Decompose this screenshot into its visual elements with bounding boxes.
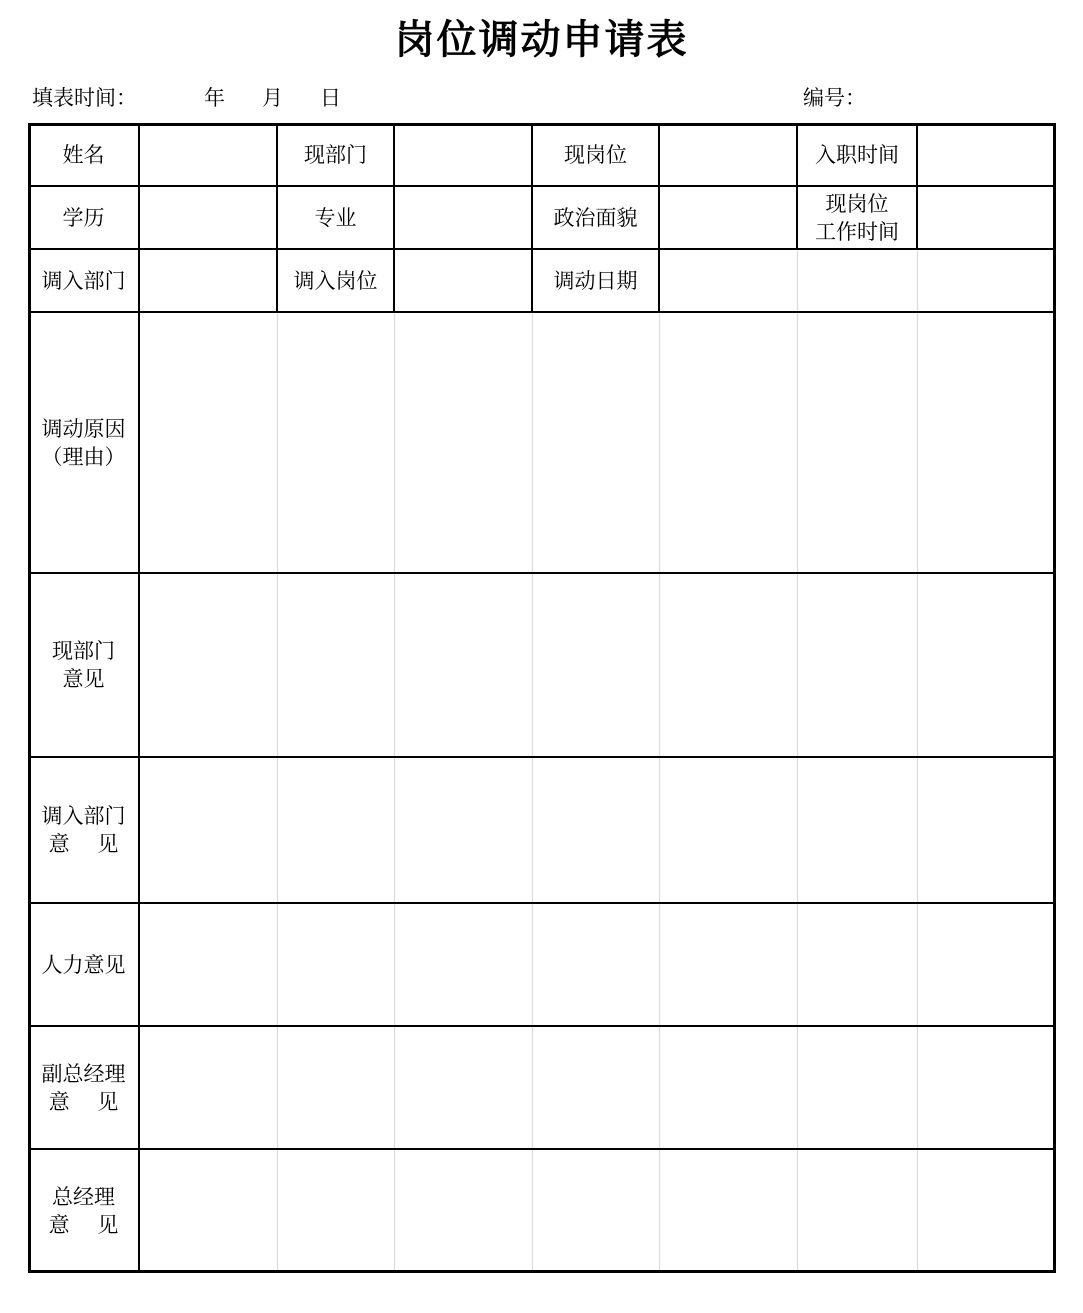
- post-work-time-field[interactable]: [918, 187, 1053, 248]
- month-label: 月: [262, 86, 283, 110]
- hire-date-field[interactable]: [918, 126, 1053, 185]
- political-status-field[interactable]: [660, 187, 796, 248]
- post-work-time-label: 现岗位 工作时间: [815, 191, 899, 244]
- transfer-dept-opinion-label: 调入部门 意 见: [41, 804, 126, 856]
- education-field[interactable]: [140, 187, 276, 248]
- current-dept-label: 现部门: [304, 142, 367, 167]
- number-label: 编号：: [803, 86, 866, 110]
- current-post-label: 现岗位: [564, 142, 627, 167]
- transfer-reason-field[interactable]: [140, 313, 1053, 572]
- name-label: 姓名: [62, 142, 105, 167]
- gm-opinion-field[interactable]: [140, 1150, 1053, 1270]
- transfer-reason-label: 调动原因 （理由）: [41, 416, 126, 469]
- major-label: 专业: [314, 205, 357, 230]
- education-label: 学历: [62, 205, 105, 230]
- vice-gm-opinion-field[interactable]: [140, 1027, 1053, 1148]
- vice-gm-opinion-label: 副总经理 意 见: [41, 1061, 126, 1114]
- transfer-post-field[interactable]: [395, 250, 531, 311]
- fill-time-label: 填表时间：: [32, 86, 137, 110]
- current-dept-field[interactable]: [395, 126, 531, 185]
- major-field[interactable]: [395, 187, 531, 248]
- transfer-dept-opinion-field[interactable]: [140, 758, 1053, 902]
- form-title: 岗位调动申请表: [394, 17, 689, 63]
- name-field[interactable]: [140, 126, 276, 185]
- current-dept-opinion-label: 现部门 意见: [52, 639, 115, 691]
- transfer-dept-label: 调入部门: [41, 268, 126, 293]
- transfer-date-field[interactable]: [660, 250, 1053, 311]
- transfer-date-label: 调动日期: [553, 268, 638, 293]
- day-label: 日: [320, 86, 341, 110]
- gm-opinion-label: 总经理 意 见: [48, 1184, 119, 1237]
- transfer-dept-field[interactable]: [140, 250, 276, 311]
- hire-date-label: 入职时间: [815, 142, 899, 167]
- hr-opinion-field[interactable]: [140, 904, 1053, 1025]
- year-label: 年: [204, 86, 225, 110]
- current-post-field[interactable]: [660, 126, 796, 185]
- hr-opinion-label: 人力意见: [41, 952, 126, 977]
- political-status-label: 政治面貌: [553, 205, 638, 230]
- current-dept-opinion-field[interactable]: [140, 574, 1053, 756]
- transfer-post-label: 调入岗位: [293, 268, 378, 293]
